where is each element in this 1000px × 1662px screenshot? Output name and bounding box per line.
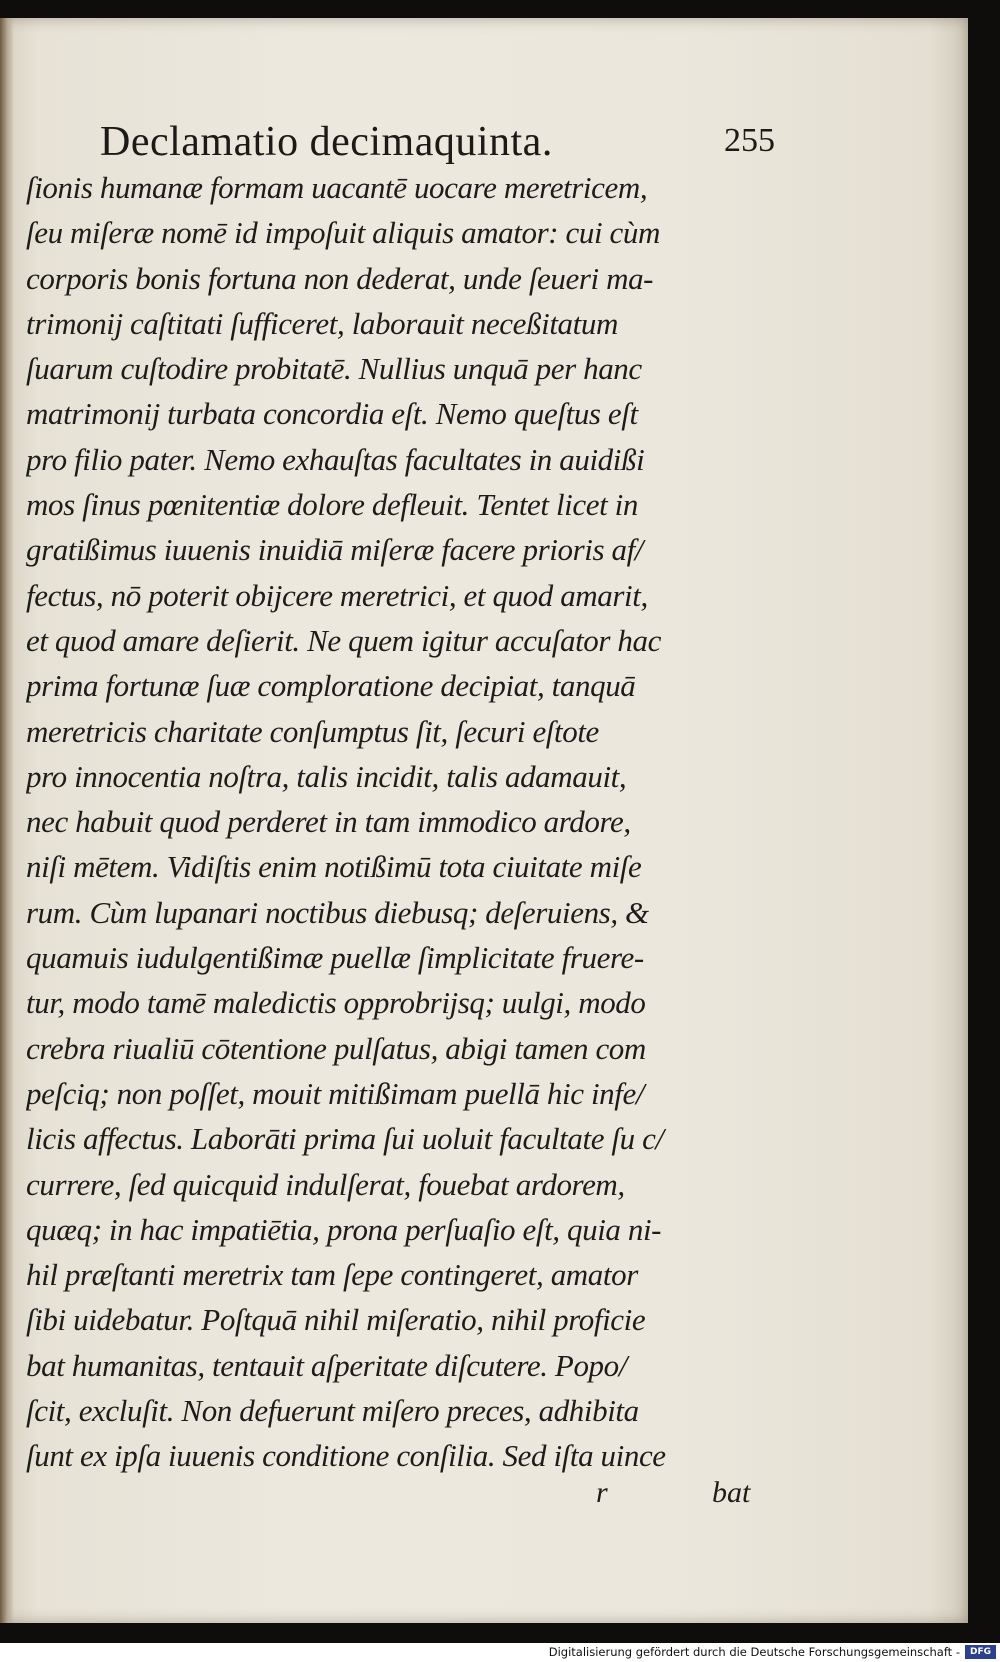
text-line: quæq; in hac impatiētia, prona perſuaſio eſt, quia ni- xyxy=(26,1211,662,1247)
catchword: bat xyxy=(712,1476,751,1509)
signature-mark: r xyxy=(596,1476,608,1509)
text-line: gratißimus iuuenis inuidiā miſeræ facere prioris af/ xyxy=(26,532,644,568)
body-text xyxy=(26,165,766,1479)
text-line: peſciq; non poſſet, mouit mitißimam puellā hic infe/ xyxy=(26,1075,645,1111)
text-line: prima fortunæ ſuæ comploratione decipiat, tanquā xyxy=(26,668,636,704)
book-page xyxy=(0,18,968,1623)
text-line: ſunt ex ipſa iuuenis conditione conſilia. Sed iſta uince xyxy=(26,1438,666,1474)
digitization-credit-bar xyxy=(0,1643,1000,1662)
text-line: quamuis iudulgentißimæ puellæ ſimplicitate fruere- xyxy=(26,940,644,976)
text-line: ſuarum cuſtodire probitatē. Nullius unquā per hanc xyxy=(26,351,642,387)
text-line: rum. Cùm lupanari noctibus diebusq; deſeruiens, & xyxy=(26,894,649,930)
text-line: tur, modo tamē maledictis opprobrijsq; uulgi, modo xyxy=(26,985,646,1021)
text-line: currere, ſed quicquid indulſerat, fouebat ardorem, xyxy=(26,1166,625,1202)
text-line: bat humanitas, tentauit aſperitate diſcutere. Popo/ xyxy=(26,1347,627,1383)
text-line: niſi mētem. Vidiſtis enim notißimū tota ciuitate miſe xyxy=(26,849,642,885)
text-line: nec habuit quod perderet in tam immodico ardore, xyxy=(26,804,631,840)
running-title: Declamatio decimaquinta. xyxy=(100,119,553,165)
text-line: ſeu miſeræ nomē id impoſuit aliquis amator: cui cùm xyxy=(26,215,660,251)
text-line: mos ſinus pœnitentiæ dolore defleuit. Tentet licet in xyxy=(26,487,638,523)
text-line: meretricis charitate conſumptus ſit, ſecuri eſtote xyxy=(26,713,599,749)
text-line: ſibi uidebatur. Poſtquā nihil miſeratio, nihil proficie xyxy=(26,1302,646,1338)
text-line: hil præſtanti meretrix tam ſepe contingeret, amator xyxy=(26,1257,638,1293)
text-line: et quod amare deſierit. Ne quem igitur accuſator hac xyxy=(26,622,661,658)
page-number: 255 xyxy=(724,122,775,159)
text-line: corporis bonis fortuna non dederat, unde ſeueri ma- xyxy=(26,260,654,296)
text-line: licis affectus. Laborāti prima ſui uoluit facultate ſu c/ xyxy=(26,1121,664,1157)
text-line: crebra riualiū cōtentione pulſatus, abigi tamen com xyxy=(26,1030,646,1066)
credit-text: Digitalisierung gefördert durch die Deutsche Forschungsgemeinschaft - xyxy=(548,1645,960,1659)
text-line: ſcit, excluſit. Non defuerunt miſero preces, adhibita xyxy=(26,1393,639,1429)
text-line: matrimonij turbata concordia eſt. Nemo queſtus eſt xyxy=(26,396,638,432)
text-line: pro filio pater. Nemo exhauſtas facultates in auidißi xyxy=(26,441,645,477)
text-line: ſionis humanæ formam uacantē uocare meretricem, xyxy=(26,170,648,205)
dfg-logo: DFG xyxy=(965,1645,996,1659)
page-binding-edge xyxy=(0,18,14,1623)
text-line: fectus, nō poterit obijcere meretrici, et quod amarit, xyxy=(26,577,648,613)
text-line: trimonij caſtitati ſufficeret, laborauit neceßitatum xyxy=(26,305,618,341)
page-footer xyxy=(0,1476,760,1520)
text-line: pro innocentia noſtra, talis incidit, talis adamauit, xyxy=(26,758,627,794)
